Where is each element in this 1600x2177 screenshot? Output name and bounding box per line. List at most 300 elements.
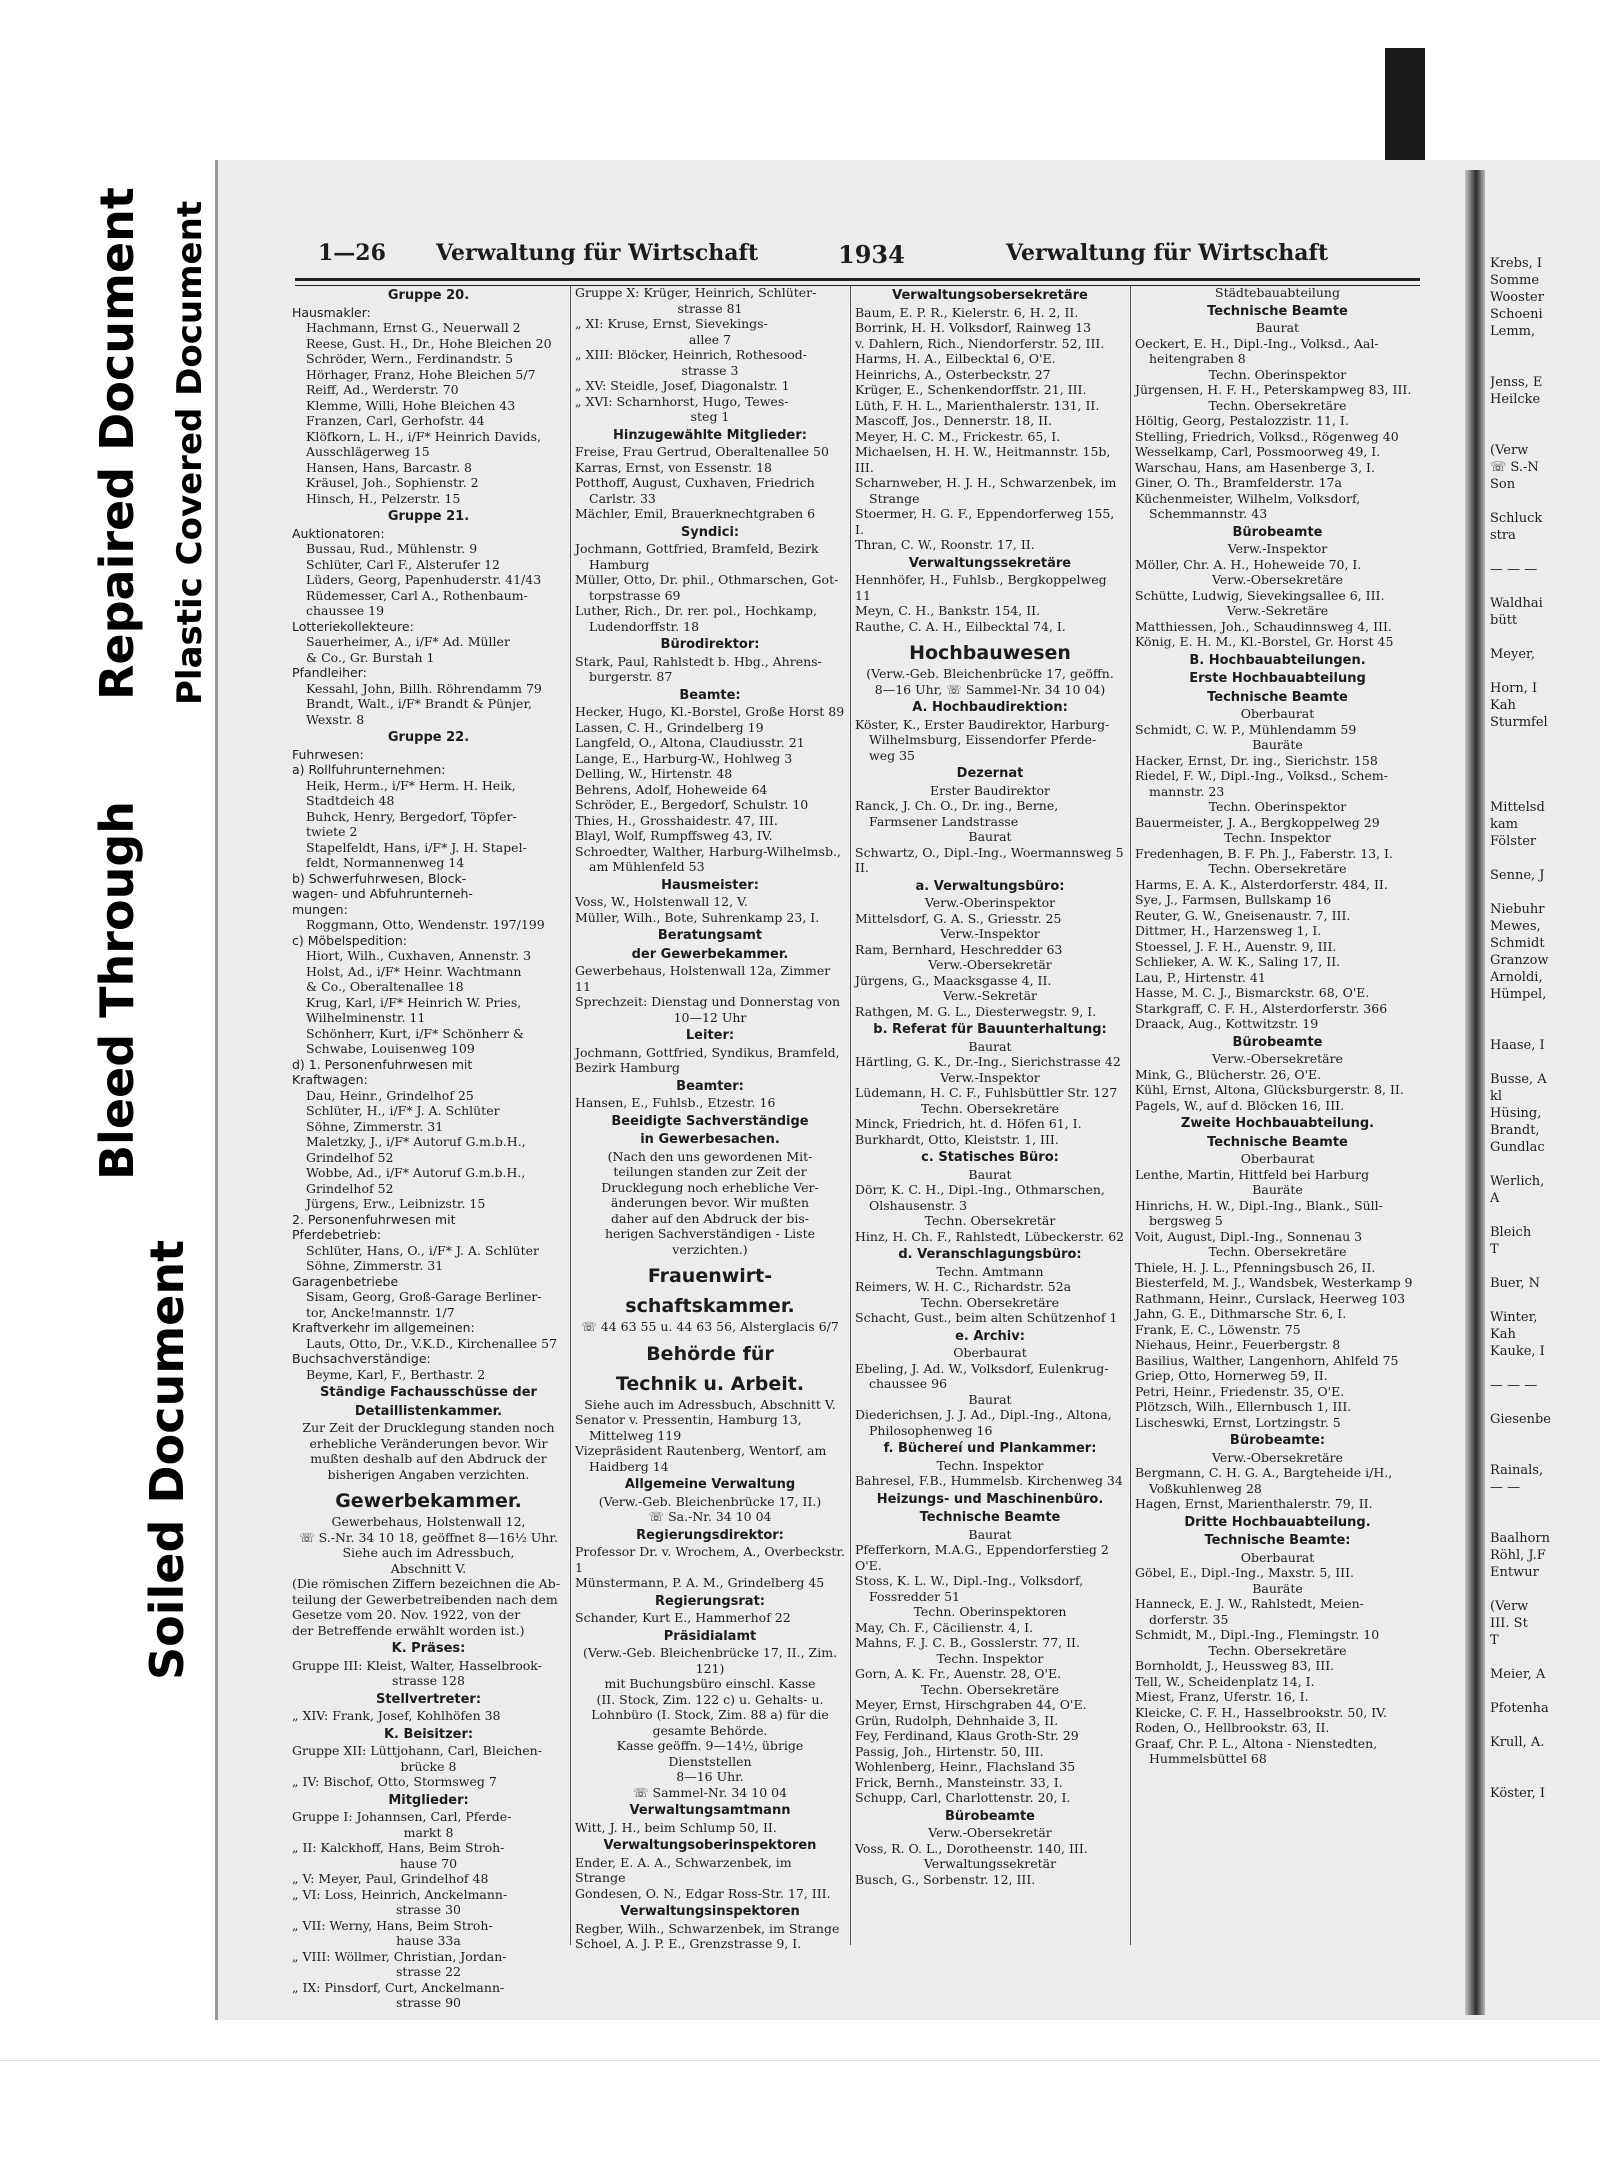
section-heading: Technische Beamte [919, 1510, 1061, 1525]
entry-line: Müller, Wilh., Bote, Suhrenkamp 23, I. [575, 909, 820, 925]
entry-line: Städtebauabteilung [1215, 285, 1340, 300]
entry-line: bisherigen Angaben verzichten. [327, 1466, 530, 1482]
entry-line: wagen- und Abfuhrunterneh- [292, 886, 473, 901]
entry-line: Heik, Herm., i/F* Herm. H. Heik, [306, 777, 516, 793]
entry-line: Carlstr. 33 [589, 490, 656, 506]
entry-line: Techn. Obersekretäre [920, 1100, 1060, 1116]
adjacent-page-line [1490, 1292, 1600, 1309]
adjacent-page-fragment [1490, 255, 1600, 2015]
entry-line: Techn. Obersekretäre [920, 1294, 1060, 1310]
entry-line: herigen Sachverständigen - Liste [604, 1226, 816, 1241]
adjacent-page-line: Schoeni [1490, 307, 1543, 322]
entry-line: „ VIII: Wöllmer, Christian, Jordan- [292, 1948, 507, 1964]
entry-line: Minck, Friedrich, ht. d. Höfen 61, I. [855, 1116, 1082, 1131]
adjacent-page-line: Fölster [1490, 834, 1537, 849]
entry-line: Mittelsdorf, G. A. S., Griesstr. 25 [855, 910, 1062, 926]
entry-line: Tell, W., Scheidenplatz 14, I. [1135, 1673, 1315, 1689]
entry-line: Blayl, Wolf, Rumpffsweg 43, IV. [575, 828, 773, 843]
section-heading: Bürodirektor: [660, 637, 760, 652]
adjacent-page-line: Kauke, I [1490, 1344, 1545, 1359]
entry-line: Techn. Obersekretäre [1208, 397, 1347, 413]
entry-line: Kleicke, C. F. H., Hasselbrookstr. 50, IV. [1135, 1704, 1387, 1720]
entry-line: (II. Stock, Zim. 122 c) u. Gehalts- u. [596, 1691, 824, 1707]
entry-line: Mascoff, Jos., Dennerstr. 18, II. [855, 413, 1053, 428]
adjacent-page-line: Niebuhr [1490, 902, 1545, 917]
entry-line: Warschau, Hans, am Hasenberge 3, I. [1135, 459, 1375, 475]
entry-line: Techn. Oberinspektoren [913, 1604, 1067, 1619]
section-heading: Technische Beamte: [1204, 1533, 1351, 1548]
adjacent-page-line: A [1490, 1191, 1500, 1206]
entry-line: änderungen bevor. Wir mußten [610, 1195, 810, 1210]
entry-line: dorferstr. 35 [1149, 1611, 1229, 1627]
section-heading: Verwaltungssekretäre [908, 555, 1072, 571]
entry-line: Kasse geöffn. 9—14½, übrige Dienststellen [616, 1738, 804, 1769]
entry-line: Stadtdeich 48 [306, 793, 395, 808]
entry-line: ☏ 44 63 55 u. 44 63 56, Alsterglacis 6/7 [581, 1319, 839, 1334]
entry-line: Verw.-Sekretär [942, 988, 1038, 1003]
entry-line: heitengraben 8 [1149, 351, 1246, 366]
entry-line: König, E. H. M., Kl.-Borstel, Gr. Horst 45 [1135, 634, 1394, 649]
entry-line: Lüth, F. H. L., Marienthalerstr. 131, II. [855, 397, 1100, 413]
entry-line: Schoel, A. J. P. E., Grenzstrasse 9, I. [575, 1936, 802, 1951]
entry-line: Siehe auch im Adressbuch, Abschnitt V. [584, 1396, 836, 1412]
entry-line: Schlüter, Hans, O., i/F* J. A. Schlüter [306, 1242, 539, 1258]
column-3 [855, 285, 1125, 1887]
entry-line: Griep, Otto, Hornerweg 59, II. [1135, 1368, 1328, 1383]
adjacent-page-line: Entwur [1490, 1565, 1539, 1580]
adjacent-page-line: bütt [1490, 613, 1518, 628]
adjacent-page-line: Lemm, [1490, 324, 1536, 339]
adjacent-page-line [1490, 1054, 1600, 1071]
adjacent-page-line: — — — [1490, 562, 1538, 577]
entry-line: Freise, Frau Gertrud, Oberaltenallee 50 [575, 444, 829, 459]
section-heading: Bürobeamte [945, 1808, 1035, 1824]
entry-line: Rauthe, C. A. H., Eilbecktal 74, I. [855, 618, 1066, 634]
adjacent-page-line: Krebs, I [1490, 256, 1543, 271]
entry-line: ☏ Sa.-Nr. 34 10 04 [648, 1509, 772, 1524]
section-heading: Bürobeamte: [1229, 1433, 1326, 1448]
section-heading: Verwaltungsamtmann [629, 1803, 791, 1818]
adjacent-page-line: T [1490, 1242, 1499, 1257]
section-heading: Hinzugewählte Mitglieder: [613, 427, 807, 443]
entry-line: Meyer, H. C. M., Frickestr. 65, I. [855, 428, 1061, 444]
entry-line: Küchenmeister, Wilhelm, Volksdorf, [1135, 490, 1361, 506]
entry-line: Stoermer, H. G. F., Eppendorferweg 155, I. [855, 506, 1115, 537]
entry-line: Gruppe III: Kleist, Walter, Hasselbrook- [292, 1657, 542, 1673]
entry-line: Söhne, Zimmerstr. 31 [306, 1118, 444, 1134]
adjacent-page-line [1490, 850, 1600, 867]
entry-line: Hennhöfer, H., Fuhlsb., Bergkoppelweg 11 [855, 572, 1107, 603]
adjacent-page-line: Giesenbe [1490, 1412, 1551, 1427]
entry-line: Maletzky, J., i/F* Autoruf G.m.b.H., [306, 1134, 526, 1149]
entry-line: Holst, Ad., i/F* Heinr. Wachtmann [306, 963, 522, 979]
entry-line: Michaelsen, H. H. W., Heitmannstr. 15b, III. [855, 444, 1111, 475]
adjacent-page-line: Kah [1490, 1327, 1516, 1342]
section-heading: Ständige Fachausschüsse der [320, 1385, 537, 1400]
entry-line: Roden, O., Hellbrookstr. 63, II. [1135, 1720, 1330, 1735]
entry-line: Haidberg 14 [589, 1458, 669, 1474]
section-heading: Verwaltungsobersekretäre [892, 288, 1088, 303]
entry-line: Dittmer, H., Harzensweg 1, I. [1135, 923, 1322, 938]
entry-line: Behrens, Adolf, Hoheweide 64 [575, 781, 768, 797]
entry-line: Techn. Amtmann [936, 1263, 1044, 1279]
entry-line: Hachmann, Ernst G., Neuerwall 2 [306, 320, 521, 335]
adjacent-page-line [1490, 357, 1600, 374]
entry-line: Lau, P., Hirtenstr. 41 [1135, 969, 1266, 985]
section-heading: A. Hochbaudirektion: [912, 700, 1068, 715]
entry-line: Pfandleiher: [292, 665, 367, 680]
adjacent-page-line [1490, 663, 1600, 680]
entry-line: Potthoff, August, Cuxhaven, Friedrich [575, 475, 815, 490]
entry-line: Wohlenberg, Heinr., Flachsland 35 [855, 1759, 1076, 1774]
entry-line: Schander, Kurt E., Hammerhof 22 [575, 1610, 791, 1625]
entry-line: Ausschlägerweg 15 [306, 444, 430, 459]
section-heading: Verwaltungsoberinspektoren [603, 1838, 817, 1853]
entry-line: c) Möbelspedition: [292, 932, 407, 948]
entry-line: Gondesen, O. N., Edgar Ross-Str. 17, III. [575, 1885, 831, 1901]
entry-line: „ II: Kalckhoff, Hans, Beim Stroh- [292, 1840, 505, 1855]
label-soiled-document: Soiled Document [140, 1239, 194, 1680]
entry-line: Techn. Obersekretäre [1208, 1244, 1347, 1259]
entry-line: Meyn, C. H., Bankstr. 154, II. [855, 603, 1041, 618]
entry-line: Verw.-Obersekretäre [1212, 1051, 1343, 1066]
entry-line: a) Rollfuhrunternehmen: [292, 762, 446, 777]
adjacent-page-line [1490, 340, 1600, 357]
entry-line: brücke 8 [400, 1758, 457, 1774]
section-heading: Dritte Hochbauabteilung. [1184, 1514, 1371, 1530]
adjacent-page-line: Bleich [1490, 1225, 1532, 1240]
adjacent-page-line: Baalhorn [1490, 1531, 1550, 1546]
entry-line: feldt, Normannenweg 14 [306, 855, 465, 870]
entry-line: Schütte, Ludwig, Sievekingsallee 6, III. [1135, 587, 1385, 603]
entry-line: Voßkuhlenweg 28 [1149, 1480, 1262, 1496]
entry-line: Borrink, H. H. Volksdorf, Rainweg 13 [855, 320, 1092, 335]
entry-line: Stapelfeldt, Hans, i/F* J. H. Stapel- [306, 839, 527, 855]
book-gutter [1465, 170, 1485, 2015]
entry-line: Oberbaurat [1240, 706, 1315, 721]
entry-line: ☏ Sammel-Nr. 34 10 04 [632, 1784, 788, 1800]
adjacent-page-line [1490, 1717, 1600, 1734]
entry-line: Bergmann, C. H. G. A., Bargteheide i/H., [1135, 1465, 1393, 1480]
section-heading: K. Beisitzer: [383, 1726, 474, 1742]
entry-line: Olshausenstr. 3 [869, 1197, 968, 1213]
entry-line: Voit, August, Dipl.-Ing., Sonnenau 3 [1135, 1228, 1363, 1244]
entry-line: Baurat [968, 1166, 1012, 1182]
adjacent-page-line: Mittelsd [1490, 800, 1545, 815]
entry-line: „ IX: Pinsdorf, Curt, Anckelmann- [292, 1979, 505, 1995]
adjacent-page-line: Buer, N [1490, 1276, 1541, 1291]
adjacent-page-line [1490, 493, 1600, 510]
entry-line: Bornholdt, J., Heussweg 83, III. [1135, 1658, 1335, 1673]
entry-line: Bauräte [1252, 737, 1303, 752]
section-heading: Regierungsrat: [655, 1593, 765, 1609]
adjacent-page-line: kam [1490, 817, 1518, 832]
entry-line: Verw.-Oberinspektor [924, 895, 1056, 910]
entry-line: Jahn, G. E., Dithmarsche Str. 6, I. [1135, 1306, 1347, 1321]
entry-line: teilungen standen zur Zeit der [613, 1164, 807, 1179]
page-header [318, 240, 1418, 274]
adjacent-page-line: Kah [1490, 698, 1516, 713]
entry-line: Hausmakler: [292, 304, 371, 320]
entry-line: Thiele, H. J. L., Pfenningsbusch 26, II. [1135, 1259, 1376, 1275]
entry-line: „ V: Meyer, Paul, Grindelhof 48 [292, 1871, 489, 1886]
section-heading: Hausmeister: [661, 877, 759, 893]
section-heading: Technische Beamte [1207, 1134, 1348, 1150]
adjacent-page-line: T [1490, 1633, 1499, 1648]
entry-line: 10—12 Uhr [673, 1009, 747, 1025]
entry-line: Göbel, E., Dipl.-Ing., Maxstr. 5, III. [1135, 1565, 1355, 1580]
entry-line: Schlüter, H., i/F* J. A. Schlüter [306, 1103, 500, 1118]
adjacent-page-line [1490, 1513, 1600, 1530]
entry-line: Schmidt, M., Dipl.-Ing., Flemingstr. 10 [1135, 1627, 1380, 1642]
adjacent-page-line: Jenss, E [1490, 375, 1543, 390]
entry-line: Hinsch, H., Pelzerstr. 15 [306, 490, 461, 506]
entry-line: Schacht, Gust., beim alten Schützenhof 1 [855, 1310, 1118, 1325]
entry-line: tor, Ancke!mannstr. 1/7 [306, 1304, 455, 1320]
entry-line: Schwartz, O., Dipl.-Ing., Woermannsweg 5 II. [855, 844, 1124, 875]
entry-line: Biesterfeld, M. J., Wandsbek, Westerkamp 9 [1135, 1275, 1413, 1290]
entry-line: Hamburg [589, 556, 650, 572]
entry-line: Hiort, Wilh., Cuxhaven, Annenstr. 3 [306, 948, 532, 963]
entry-line: Hagen, Ernst, Marienthalerstr. 79, II. [1135, 1496, 1373, 1511]
section-heading: schaftskammer. [625, 1295, 795, 1317]
adjacent-page-line: (Verw [1490, 443, 1529, 458]
adjacent-page-line: Senne, J [1490, 868, 1545, 883]
entry-line: 8—16 Uhr, ☏ Sammel-Nr. 34 10 04) [874, 681, 1106, 697]
entry-line: teilung der Gewerbetreibenden nach dem [292, 1591, 558, 1607]
entry-line: „ IV: Bischof, Otto, Stormsweg 7 [292, 1774, 497, 1789]
entry-line: Hanneck, E. J. W., Rahlstedt, Meien- [1135, 1596, 1364, 1611]
section-heading: in Gewerbesachen. [640, 1132, 780, 1147]
header-left-title: Verwaltung für Wirtschaft [436, 240, 759, 266]
adjacent-page-line [1490, 578, 1600, 595]
section-heading: Zweite Hochbauabteilung. [1180, 1116, 1375, 1131]
entry-line: (Verw.-Geb. Bleichenbrücke 17, II., Zim. 121) [582, 1645, 838, 1676]
entry-line: Techn. Oberinspektor [1208, 366, 1347, 382]
adjacent-page-line: Werlich, [1490, 1174, 1545, 1189]
entry-line: Reuter, G. W., Gneisenaustr. 7, III. [1135, 907, 1351, 923]
entry-line: Fey, Ferdinand, Klaus Groth-Str. 29 [855, 1728, 1079, 1743]
entry-line: „ XI: Kruse, Ernst, Sievekings- [575, 316, 768, 331]
adjacent-page-line [1490, 1751, 1600, 1768]
entry-line: Beyme, Karl, F., Berthastr. 2 [306, 1366, 486, 1382]
entry-line: Jürgens, Erw., Leibnizstr. 15 [306, 1196, 486, 1211]
entry-line: & Co., Oberaltenallee 18 [306, 979, 464, 994]
entry-line: markt 8 [403, 1824, 454, 1840]
entry-line: Professor Dr. v. Wrochem, A., Overbeckstr. 1 [575, 1544, 845, 1575]
section-heading: Stellvertreter: [375, 1691, 482, 1707]
entry-line: Ram, Bernhard, Heschredder 63 [855, 941, 1063, 957]
entry-line: Gesetze vom 20. Nov. 1922, von der [292, 1607, 521, 1622]
entry-line: Oberbaurat [953, 1345, 1027, 1360]
entry-line: Härtling, G. K., Dr.-Ing., Sierichstrasse 42 [855, 1054, 1121, 1069]
section-heading: Mitglieder: [388, 1792, 469, 1808]
page-number: 1—26 [318, 240, 386, 266]
entry-line: Lenthe, Martin, Hittfeld bei Harburg [1135, 1166, 1370, 1182]
entry-line: Baurat [968, 829, 1012, 844]
section-heading: d. Veranschlagungsbüro: [898, 1247, 1082, 1262]
entry-line: Lotteriekollekteure: [292, 618, 414, 634]
entry-line: Techn. Inspektor [936, 1457, 1044, 1473]
entry-line: Gorn, A. K. Fr., Auenstr. 28, O'E. [855, 1666, 1062, 1681]
entry-line: Kraftwagen: [292, 1072, 368, 1087]
entry-line: Witt, J. H., beim Schlump 50, II. [575, 1819, 777, 1835]
entry-line: Kraftverkehr im allgemeinen: [292, 1320, 475, 1335]
entry-line: Harms, E. A. K., Alsterdorferstr. 484, II. [1135, 876, 1388, 892]
entry-line: Stoss, K. L. W., Dipl.-Ing., Volksdorf, [855, 1573, 1084, 1588]
entry-line: Jürgens, G., Maacksgasse 4, II. [855, 972, 1052, 988]
entry-line: gesamte Behörde. [652, 1722, 768, 1738]
entry-line: Roggmann, Otto, Wendenstr. 197/199 [306, 917, 545, 932]
adjacent-page-line: Hümpel, [1490, 987, 1547, 1002]
entry-line: strasse 128 [392, 1673, 465, 1688]
entry-line: Lauts, Otto, Dr., V.K.D., Kirchenallee 57 [306, 1335, 558, 1351]
entry-line: am Mühlenfeld 53 [589, 859, 705, 874]
entry-line: Draack, Aug., Kottwitzstr. 19 [1135, 1016, 1319, 1031]
adjacent-page-line: Wooster [1490, 290, 1544, 305]
entry-line: Dörr, K. C. H., Dipl.-Ing., Othmarschen, [855, 1182, 1105, 1197]
entry-line: Mittelweg 119 [589, 1427, 682, 1443]
column-1 [292, 285, 565, 2011]
entry-line: Lüders, Georg, Papenhuderstr. 41/43 [306, 572, 542, 587]
entry-line: Strange [869, 490, 920, 506]
entry-line: erhebliche Veränderungen bevor. Wir [309, 1435, 548, 1451]
section-heading: Regierungsdirektor: [636, 1527, 784, 1543]
entry-line: May, Ch. F., Cäcilienstr. 4, I. [855, 1619, 1034, 1635]
entry-line: 8—16 Uhr. [676, 1769, 744, 1784]
section-heading: Gruppe 21. [387, 509, 470, 524]
entry-line: Schroedter, Walther, Harburg-Wilhelmsb., [575, 843, 841, 859]
entry-line: Rüdemesser, Carl A., Rothenbaum- [306, 587, 528, 603]
entry-line: Bauermeister, J. A., Bergkoppelweg 29 [1135, 814, 1380, 830]
entry-line: Wexstr. 8 [306, 711, 365, 727]
entry-line: Ranck, J. Ch. O., Dr. ing., Berne, [855, 798, 1059, 813]
section-heading: Bürobeamte [1232, 524, 1323, 540]
entry-line: „ VI: Loss, Heinrich, Anckelmann- [292, 1886, 508, 1902]
adjacent-page-line [1490, 425, 1600, 442]
entry-line: allee 7 [688, 331, 732, 347]
header-year: 1934 [838, 240, 905, 269]
entry-line: Stelling, Friedrich, Volksd., Rögenweg 40 [1135, 428, 1399, 444]
entry-line: Reiff, Ad., Werderstr. 70 [306, 382, 459, 397]
adjacent-page-line: ☏ S.-N [1490, 460, 1539, 475]
entry-line: Grün, Rudolph, Dehnhaide 3, II. [855, 1712, 1059, 1728]
entry-line: Schwabe, Louisenweg 109 [306, 1041, 475, 1056]
entry-line: Drucklegung noch erhebliche Ver- [601, 1179, 819, 1195]
adjacent-page-line: Meier, A [1490, 1667, 1546, 1682]
entry-line: d) 1. Personenfuhrwesen mit [292, 1056, 473, 1072]
entry-line: Hinrichs, H. W., Dipl.-Ing., Blank., Süll- [1135, 1197, 1383, 1213]
entry-line: Stark, Paul, Rahlstedt b. Hbg., Ahrens- [575, 653, 822, 669]
adjacent-page-line: Somme [1490, 273, 1540, 288]
entry-line: mannstr. 23 [1149, 783, 1225, 799]
adjacent-page-line: Meyer, [1490, 647, 1535, 662]
entry-line: Höltig, Georg, Pestalozzistr. 11, I. [1135, 413, 1349, 428]
entry-line: Voss, R. O. L., Dorotheenstr. 140, III. [855, 1840, 1088, 1856]
adjacent-page-line: III. St [1490, 1616, 1528, 1631]
entry-line: verzichten.) [672, 1241, 748, 1257]
entry-line: Basilius, Walther, Langenhorn, Ahlfeld 75 [1135, 1352, 1399, 1368]
adjacent-page-line: Röhl, J.F [1490, 1548, 1546, 1563]
section-heading: Gewerbekammer. [335, 1490, 522, 1512]
section-heading: a. Verwaltungsbüro: [915, 878, 1065, 894]
entry-line: Langfeld, O., Altona, Claudiusstr. 21 [575, 735, 805, 750]
entry-line: Oeckert, E. H., Dipl.-Ing., Volksd., Aal- [1135, 335, 1379, 351]
entry-line: Zur Zeit der Drucklegung standen noch [302, 1420, 555, 1435]
section-heading: Bürobeamte [1232, 1034, 1323, 1050]
entry-line: Heinrichs, A., Osterbeckstr. 27 [855, 366, 1051, 382]
entry-line: Hecker, Hugo, Kl.-Borstel, Große Horst 89 [575, 704, 845, 719]
adjacent-page-line: Hüsing, [1490, 1106, 1542, 1121]
entry-line: Verw.-Obersekretäre [1212, 572, 1343, 587]
adjacent-page-line [1490, 1649, 1600, 1666]
entry-line: Lange, E., Harburg-W., Hohlweg 3 [575, 750, 793, 766]
entry-line: Passig, Joh., Hirtenstr. 50, III. [855, 1743, 1044, 1759]
entry-line: daher auf den Abdruck der bis- [611, 1210, 809, 1226]
entry-line: Hacker, Ernst, Dr. ing., Sierichstr. 158 [1135, 752, 1378, 768]
adjacent-page-line: Köster, I [1490, 1786, 1545, 1801]
adjacent-page-line: Horn, I [1490, 681, 1538, 696]
adjacent-page-line: Winter, [1490, 1310, 1538, 1325]
entry-line: Riedel, F. W., Dipl.-Ing., Volksd., Schem- [1135, 768, 1388, 783]
entry-line: Buchsachverständige: [292, 1351, 431, 1366]
entry-line: Schröder, E., Bergedorf, Schulstr. 10 [575, 797, 809, 812]
entry-line: Münstermann, P. A. M., Grindelberg 45 [575, 1575, 825, 1590]
entry-line: Verwaltungssekretär [923, 1856, 1057, 1871]
adjacent-page-line [1490, 1020, 1600, 1037]
entry-line: Baum, E. P. R., Kielerstr. 6, H. 2, II. [855, 304, 1079, 320]
section-heading: Erste Hochbauabteilung [1189, 671, 1366, 686]
entry-line: Philosophenweg 16 [869, 1422, 993, 1438]
entry-line: Ebeling, J. Ad. W., Volksdorf, Eulenkrug- [855, 1360, 1109, 1376]
section-heading: f. Büchereí und Plankammer: [883, 1441, 1097, 1456]
entry-line: strasse 90 [396, 1995, 461, 2010]
entry-line: Baurat [1255, 320, 1300, 335]
entry-line: Ender, E. A. A., Schwarzenbek, im Strange [575, 1854, 792, 1885]
section-heading: Beratungsamt [657, 928, 763, 943]
entry-line: Verw.-Obersekretär [928, 957, 1052, 972]
column-2 [575, 285, 845, 1952]
section-heading: Präsidialamt [663, 1628, 757, 1644]
section-heading: Hochbauwesen [909, 642, 1071, 664]
adjacent-page-line [1490, 1258, 1600, 1275]
entry-line: Burkhardt, Otto, Kleiststr. 1, III. [855, 1131, 1059, 1147]
section-heading: e. Archiv: [955, 1328, 1025, 1344]
entry-line: Rathgen, M. G. L., Diesterwegstr. 9, I. [855, 1003, 1097, 1019]
entry-line: Techn. Obersekretäre [920, 1681, 1060, 1697]
entry-line: Franzen, Carl, Gerhofstr. 44 [306, 413, 485, 428]
entry-line: Garagenbetriebe [292, 1273, 399, 1289]
section-heading: Gruppe 20. [387, 288, 470, 303]
entry-line: Farmsener Landstrasse [869, 813, 1019, 829]
entry-line: Petri, Heinr., Friedenstr. 35, O'E. [1135, 1383, 1345, 1399]
degradation-labels [0, 0, 225, 2177]
entry-line: chaussee 96 [869, 1376, 948, 1391]
entry-line: Baurat [968, 1038, 1012, 1054]
entry-line: strasse 30 [396, 1902, 461, 1917]
entry-line: Mink, G., Blücherstr. 26, O'E. [1135, 1066, 1322, 1082]
entry-line: Oberbaurat [1240, 1549, 1315, 1565]
adjacent-page-line [1490, 1683, 1600, 1700]
section-heading: Leiter: [685, 1028, 735, 1043]
entry-line: Grindelhof 52 [306, 1149, 394, 1165]
entry-line: 2. Personenfuhrwesen mit [292, 1211, 456, 1227]
entry-line: Lohnbüro (I. Stock, Zim. 88 a) für die [591, 1707, 829, 1722]
entry-line: Gruppe X: Krüger, Heinrich, Schlüter- [575, 285, 817, 300]
entry-line: Oberbaurat [1240, 1151, 1315, 1166]
entry-line: Wobbe, Ad., i/F* Autoruf G.m.b.H., [306, 1165, 526, 1180]
section-heading: Heizungs- und Maschinenbüro. [876, 1491, 1104, 1507]
